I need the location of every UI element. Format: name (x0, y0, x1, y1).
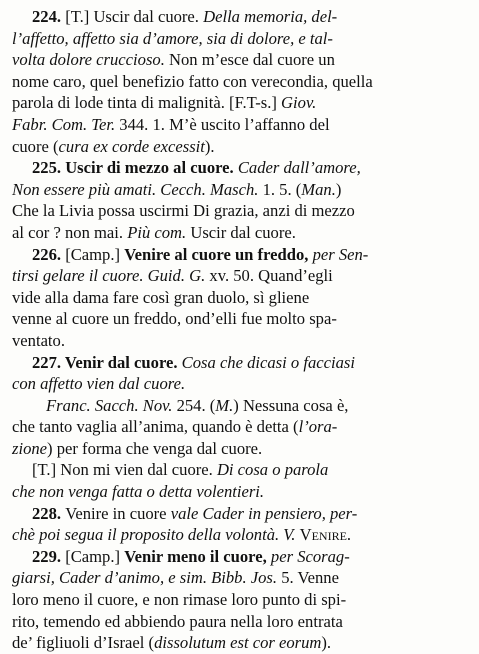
entry-line (12, 200, 469, 222)
body-text: che tanto vaglia all’anima, quando è detta ( (12, 417, 299, 437)
body-text: 344. 1. M’è uscito l’affanno del (119, 114, 330, 134)
body-text: 1. 5. ( (262, 179, 302, 199)
body-text: venne al cuore un freddo, ond’elli fue molto spa- (12, 309, 337, 329)
entry-line (12, 28, 469, 50)
headword: 229. (32, 546, 66, 566)
headword: 228. (32, 503, 66, 523)
italic-text: giarsi, Cader d’animo, e sim. Bibb. Jos. (12, 568, 282, 588)
body-text: cuore ( (12, 136, 59, 156)
italic-text: cura ex corde excessit (58, 136, 205, 156)
headword: Venir meno il cuore, (124, 546, 271, 566)
dictionary-entry (12, 244, 469, 352)
body-text: Venire. (299, 525, 352, 545)
italic-text: con affetto vien dal cuore. (12, 374, 186, 394)
body-text: Non m’esce dal cuore un (169, 50, 335, 70)
body-text: ) (335, 179, 342, 199)
entry-line (12, 92, 469, 114)
body-text: ventato. (12, 330, 65, 350)
headword: 225. Uscir di mezzo al cuore. (32, 158, 238, 178)
italic-text: Più com. (127, 222, 191, 242)
italic-text: Non essere più amati. Cecch. Masch. (12, 179, 263, 199)
dictionary-entry (12, 546, 469, 654)
dictionary-entry (12, 395, 469, 460)
italic-text: Di cosa o parola (216, 460, 329, 480)
body-text: 254. ( (176, 395, 216, 415)
body-text: xv. 50. Quand’egli (209, 266, 333, 286)
entry-line (12, 459, 469, 481)
entry-line (12, 352, 469, 374)
headword: Venire al cuore un freddo, (124, 244, 313, 264)
italic-text: Cader dall’amore, (237, 158, 361, 178)
body-text: ). (321, 633, 332, 653)
entry-line (12, 114, 469, 136)
italic-text: Man. (301, 179, 336, 199)
entry-line (12, 503, 469, 525)
italic-text: tirsi gelare il cuore. Guid. G. (12, 266, 210, 286)
body-text: loro meno il cuore, e non rimase loro punto di spi- (12, 590, 347, 610)
body-text: vide alla dama fare così gran duolo, sì gliene (12, 287, 310, 307)
italic-text: vale Cader in pensiero, per- (170, 503, 358, 523)
entry-line (12, 287, 469, 309)
body-text: ) Nessuna cosa è, (233, 395, 349, 415)
dictionary-entry (12, 352, 469, 395)
italic-text: zione (12, 438, 48, 458)
body-text: nome caro, quel benefizio fatto con verecondia, quella (12, 71, 373, 91)
body-text: al cor ? non mai. (12, 222, 128, 242)
dictionary-entry (12, 6, 469, 157)
headword: 224. (32, 7, 66, 26)
italic-text: Cosa che dicasi o facciasi (181, 352, 355, 372)
italic-text: volta dolore cruccioso. (12, 50, 169, 70)
body-text: [T.] Non mi vien dal cuore. (32, 460, 217, 480)
entry-line (12, 395, 469, 417)
entry-line (12, 222, 469, 244)
dictionary-entry (12, 503, 469, 546)
entry-line (12, 179, 469, 201)
italic-text: l’affetto, affetto sia d’amore, sia di dolore, e tal- (12, 28, 333, 48)
entry-line (12, 546, 469, 568)
body-text: Uscir dal cuore. (190, 222, 296, 242)
entry-line (12, 524, 469, 546)
entry-line (12, 373, 469, 395)
italic-text: per Scorag- (270, 546, 350, 566)
entry-line (12, 330, 469, 352)
headword: 227. Venir dal cuore. (32, 352, 182, 372)
italic-text: chè poi segua il proposito della volontà. V. (12, 525, 300, 545)
entry-line (12, 481, 469, 503)
entry-line (12, 71, 469, 93)
body-text: [Camp.] (65, 244, 125, 264)
italic-text: l’ora- (298, 417, 338, 437)
italic-text: Della memoria, del- (203, 7, 338, 26)
body-text: de’ figliuoli d’Israel ( (12, 633, 155, 653)
entry-line (12, 567, 469, 589)
body-text: Venire in cuore (65, 503, 171, 523)
body-text: Che la Livia possa uscirmi Di grazia, anzi di mezzo (12, 201, 355, 221)
body-text: parola di lode tinta di malignità. [F.T-s.] (12, 93, 282, 113)
entry-line (12, 611, 469, 633)
entry-line (12, 49, 469, 71)
headword: 226. (32, 244, 66, 264)
entry-line (12, 265, 469, 287)
entry-line (12, 416, 469, 438)
italic-text: per Sen- (312, 244, 369, 264)
italic-text: Giov. (281, 93, 317, 113)
italic-text: Franc. Sacch. Nov. (46, 395, 177, 415)
entry-line (12, 244, 469, 266)
entry-line (12, 6, 469, 28)
body-text: rito, temendo ed abbiendo paura nella loro entrata (12, 611, 343, 631)
entry-list (12, 6, 469, 654)
entry-line (12, 308, 469, 330)
body-text: [Camp.] (65, 546, 125, 566)
italic-text: Fabr. Com. Ter. (12, 114, 120, 134)
body-text: ) per forma che venga dal cuore. (47, 438, 263, 458)
body-text: ). (204, 136, 215, 156)
italic-text: che non venga fatta o detta volentieri. (12, 482, 265, 502)
body-text: 5. Venne (281, 568, 339, 588)
entry-line (12, 589, 469, 611)
italic-text: M. (215, 395, 234, 415)
entry-line (12, 632, 469, 654)
body-text: [T.] Uscir dal cuore. (65, 7, 204, 26)
entry-line (12, 136, 469, 158)
italic-text: dissolutum est cor eorum (154, 633, 322, 653)
dictionary-entry (12, 459, 469, 502)
dictionary-entry (12, 157, 469, 243)
entry-line (12, 157, 469, 179)
entry-line (12, 438, 469, 460)
